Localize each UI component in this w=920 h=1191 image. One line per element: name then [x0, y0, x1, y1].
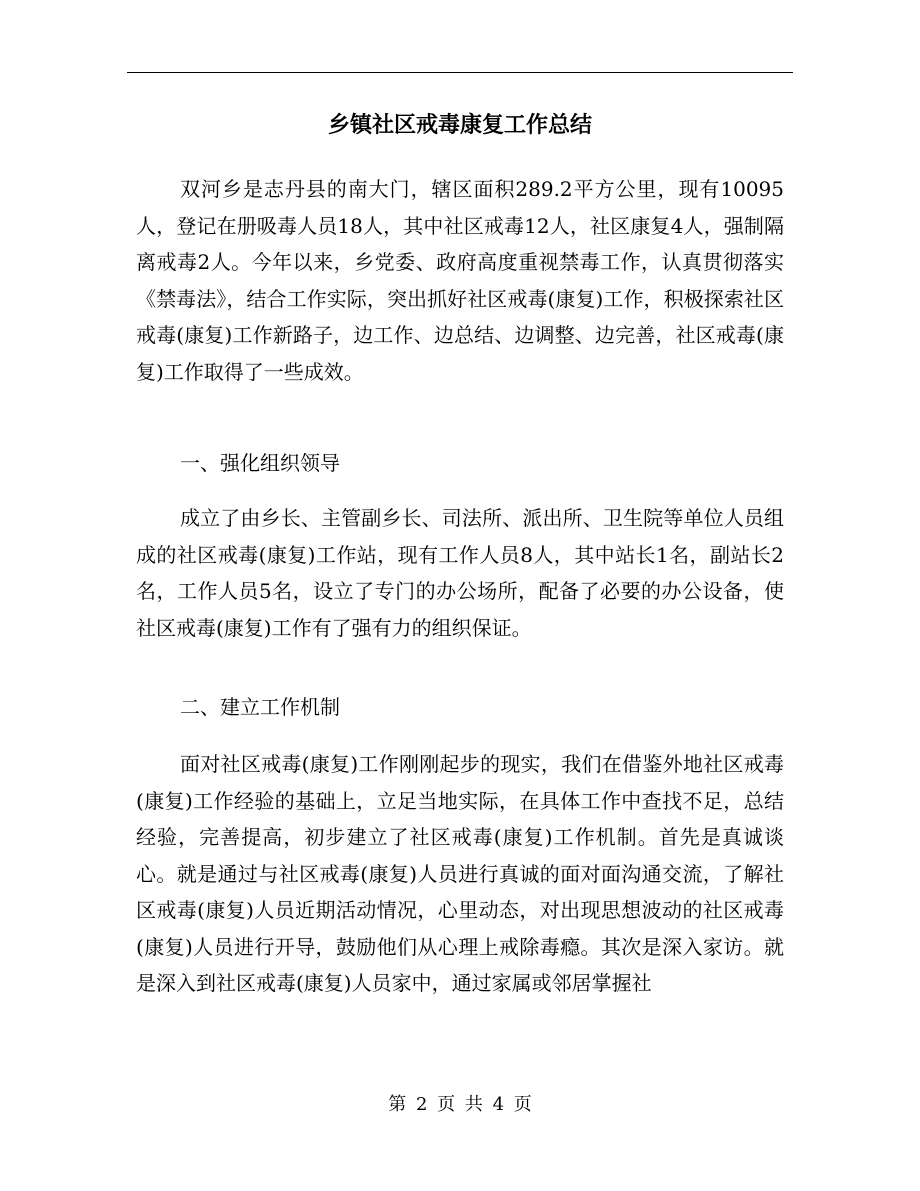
section-heading-1: 一、强化组织领导	[180, 451, 340, 475]
paragraph-organization: 成立了由乡长、主管副乡长、司法所、派出所、卫生院等单位人员组成的社区戒毒(康复)工作站，现有工作人员8人，其中站长1名，副站长2名，工作人员5名，设立了专门的办公场所，配备了必要的办公设备，使社区戒毒(康复)工作有了强有力的组织保证。	[136, 506, 784, 640]
page-number-footer: 第 2 页 共 4 页	[388, 1094, 532, 1115]
header-rule	[127, 72, 793, 73]
section-heading-2: 二、建立工作机制	[180, 695, 340, 719]
document-title: 乡镇社区戒毒康复工作总结	[327, 113, 592, 138]
paragraph-mechanism: 面对社区戒毒(康复)工作刚刚起步的现实，我们在借鉴外地社区戒毒(康复)工作经验的基础上，立足当地实际，在具体工作中查找不足，总结经验，完善提高，初步建立了社区戒毒(康复)工作机制。首先是真诚谈心。就是通过与社区戒毒(康复)人员进行真诚的面对面沟通交流，了解社区戒毒(康复)人员近期活动情况，心里动态，对出现思想波动的社区戒毒(康复)人员进行开导，鼓励他们从心理上戒除毒瘾。其次是深入家访。就是深入到社区戒毒(康复)人员家中，通过家属或邻居掌握社	[136, 752, 784, 995]
paragraph-intro: 双河乡是志丹县的南大门，辖区面积289.2平方公里，现有10095人，登记在册吸毒人员18人，其中社区戒毒12人，社区康复4人，强制隔离戒毒2人。今年以来，乡党委、政府高度重视禁毒工作，认真贯彻落实《禁毒法》，结合工作实际，突出抓好社区戒毒(康复)工作，积极探索社区戒毒(康复)工作新路子，边工作、边总结、边调整、边完善，社区戒毒(康复)工作取得了一些成效。	[136, 177, 784, 384]
